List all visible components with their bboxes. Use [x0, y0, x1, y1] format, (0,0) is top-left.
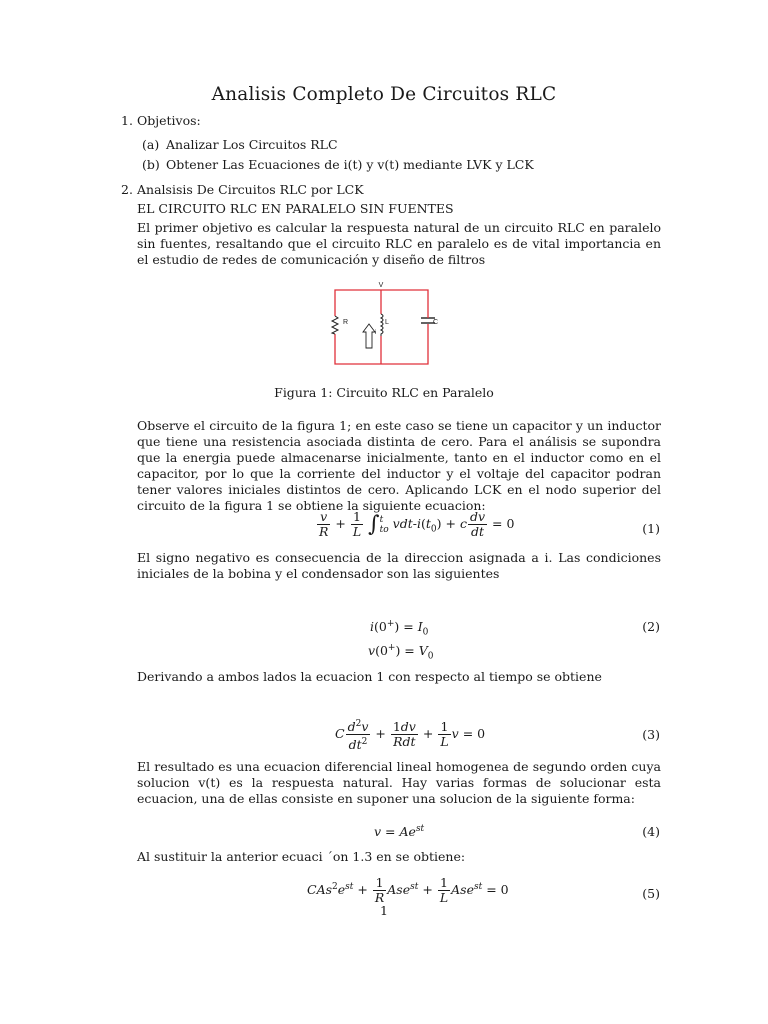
equation-1: $\frac{v}{R}$ + $\frac{1}{L}$ ∫ t to vdt-$i(t_0) + c$ $\frac{dv}{dt}$ = 0: [319, 509, 515, 539]
section-2-number: 2.: [121, 182, 133, 197]
paragraph: Observe el circuito de la figura 1; en este caso se tiene un capacitor y un inductor que tiene una resistencia asociada distinta de cero. Para el análisis se supondra que la energia puede almacenarse inicialmente, tanto en el inductor como en el capacitor, por lo que la corriente del inductor y el voltaje del capacitor podran tener valores iniciales distintos de cero. Aplicando LCK en el nodo superior del circuito de la figura 1 se obtiene la siguiente ecuacion:: [137, 418, 661, 513]
list-item-label: (a): [142, 137, 160, 152]
figure-caption: Figura 1: Circuito RLC en Paralelo: [274, 385, 494, 400]
equation-5: $CAs^2e^{st}$ + $\frac{1}{R}$ Ase$^{st}$ + $\frac{1}{L}$ Ase$^{st}$ = 0: [307, 875, 509, 905]
equation-number: (3): [642, 727, 660, 742]
paragraph: Al sustituir la anterior ecuaci ´on 1.3 en se obtiene:: [137, 849, 466, 864]
resistor-symbol: [332, 316, 338, 334]
section-1-number: 1.: [121, 113, 133, 128]
current-arrow-icon: [363, 324, 375, 348]
section-1-heading: Objetivos:: [137, 113, 201, 128]
circuit-wires: [335, 290, 428, 364]
paragraph: Derivando a ambos lados la ecuacion 1 con respecto al tiempo se obtiene: [137, 669, 602, 684]
capacitor-label: C: [433, 319, 439, 326]
page-number: 1: [380, 903, 388, 918]
equation-2a: $i(0^+) = I_0$: [370, 619, 429, 638]
equation-number: (1): [642, 521, 660, 536]
section-2-heading: Analsisis De Circuitos RLC por LCK: [137, 182, 364, 197]
list-item: Analizar Los Circuitos RLC: [166, 137, 338, 152]
node-v-label: V: [378, 282, 384, 289]
equation-3: C $\frac{d^2v}{dt^2}$ + $\frac{1dv}{\text{Rdt}}$ + $\frac{1}{L}$ v = 0: [335, 719, 486, 753]
equation-4: $v = Ae^{st}$: [374, 824, 425, 840]
paragraph: El signo negativo es consecuencia de la direccion asignada a i. Las condiciones iniciales de la bobina y el condensador son las siguientes: [137, 550, 661, 581]
equation-2b: $v(0^+) = V_0$: [368, 643, 434, 662]
rlc-circuit-figure: [333, 282, 439, 368]
equation-number: (2): [642, 619, 660, 634]
intro-paragraph: El primer objetivo es calcular la respuesta natural de un circuito RLC en paralelo sin fuentes, resaltando que el circuito RLC en paralelo es de vital importancia en el estudio de redes de comunicación y diseño de filtros: [137, 220, 661, 267]
section-2-subheading: EL CIRCUITO RLC EN PARALELO SIN FUENTES: [137, 201, 454, 216]
equation-number: (4): [642, 824, 660, 839]
list-item: Obtener Las Ecuaciones de i(t) y v(t) mediante LVK y LCK: [166, 157, 534, 172]
resistor-label: R: [343, 319, 349, 326]
inductor-symbol: [381, 314, 383, 336]
page-title: Analisis Completo De Circuitos RLC: [211, 84, 557, 105]
equation-number: (5): [642, 886, 660, 901]
list-item-label: (b): [142, 157, 160, 172]
inductor-label: L: [385, 319, 389, 326]
current-label: i: [375, 330, 377, 336]
paragraph: El resultado es una ecuacion diferencial lineal homogenea de segundo orden cuya solucion v(t) es la respuesta natural. Hay varias formas de solucionar esta ecuacion, una de ellas consiste en suponer una solucion de la siguiente forma:: [137, 759, 661, 806]
